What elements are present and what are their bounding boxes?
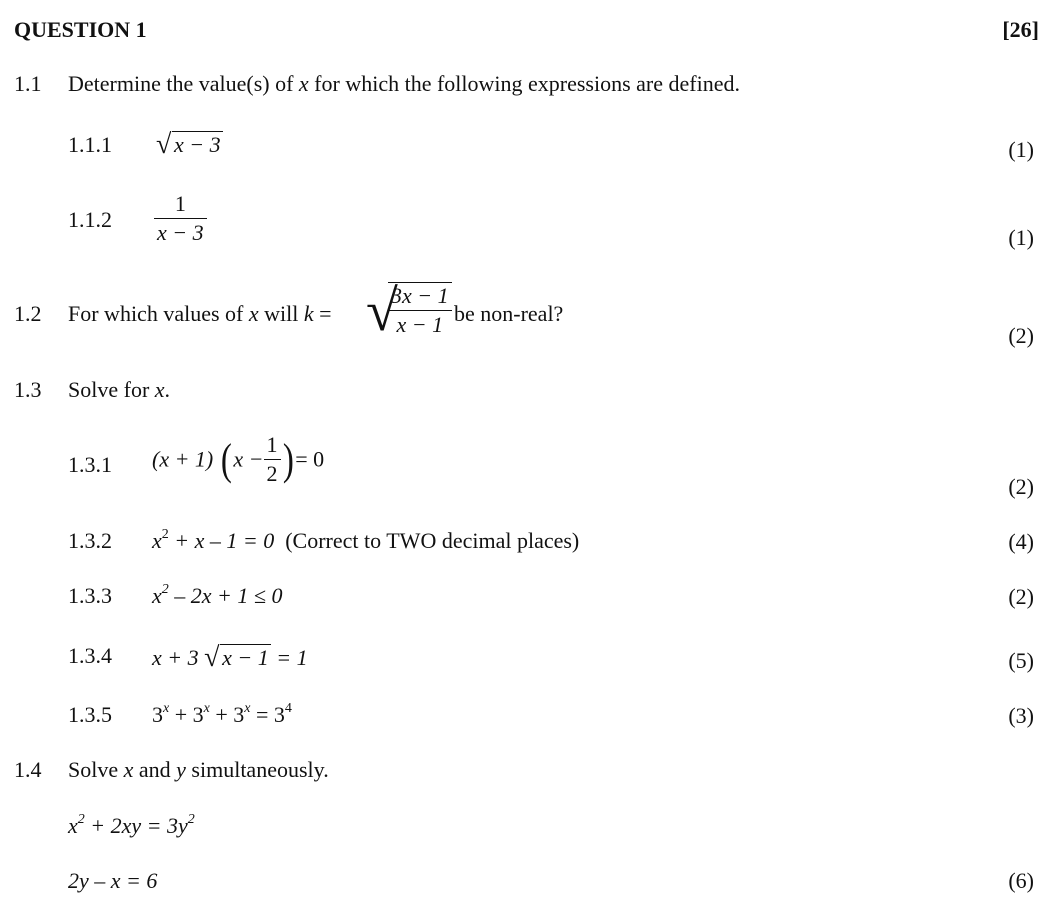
q1-1-2-expression: $\frac{1}{x - 3}$ xyxy=(154,193,207,244)
q1-3-2-marks: (4) xyxy=(1008,529,1034,554)
q1-1-2-number: 1.1.2 xyxy=(68,207,112,232)
q1-3-4-marks: (5) xyxy=(1008,648,1034,673)
q1-1-2-marks: (1) xyxy=(1008,225,1034,250)
q1-4-equation-1: $x^2 + 2xy = 3y^2$ xyxy=(68,812,195,838)
question-title: QUESTION 1 xyxy=(14,17,147,42)
q1-4-equation-2: 2y – x = 6 xyxy=(68,868,158,893)
q1-3-1-number: 1.3.1 xyxy=(68,452,112,477)
q1-1-text: Determine the value(s) of x for which the following expressions are defined. xyxy=(68,71,740,96)
q1-1-1-expression: √ x − 3 xyxy=(156,129,221,160)
question-total-marks: [26] xyxy=(1002,17,1039,42)
q1-3-2-number: 1.3.2 xyxy=(68,528,112,553)
q1-3-5-number: 1.3.5 xyxy=(68,702,112,727)
q1-2-expression: √ $\frac{3x - 1}{x - 1}$ xyxy=(366,282,452,336)
q1-1-1-marks: (1) xyxy=(1008,137,1034,162)
q1-1-number: 1.1 xyxy=(14,71,42,96)
q1-1-1-number: 1.1.1 xyxy=(68,132,112,157)
q1-3-3-expression: $x^2 - 2x + 1 \le 0$ xyxy=(152,582,283,608)
q1-3-2-expression: $x^2 + x - 1 = 0$ (Correct to TWO decimal places) xyxy=(152,527,580,553)
q1-3-1-expression: (x + 1) (x − $\frac{1}{2}$ )= 0 xyxy=(152,432,325,486)
q1-3-5-expression: $3^x + 3^x + 3^x = 3^4$ xyxy=(152,701,292,727)
q1-3-text: Solve for x. xyxy=(68,377,171,402)
q1-2-number: 1.2 xyxy=(14,301,42,326)
q1-3-1-marks: (2) xyxy=(1008,474,1034,499)
q1-4-text: Solve x and y simultaneously. xyxy=(68,757,329,782)
q1-3-5-marks: (3) xyxy=(1008,703,1034,728)
q1-2-text-post: be non-real? xyxy=(454,301,564,326)
q1-4-marks: (6) xyxy=(1008,868,1034,893)
q1-3-4-expression: x + 3 √ x − 1 = 1 xyxy=(152,642,308,673)
q1-3-4-number: 1.3.4 xyxy=(68,643,112,668)
q1-3-3-number: 1.3.3 xyxy=(68,583,112,608)
q1-3-3-marks: (2) xyxy=(1008,584,1034,609)
q1-2-marks: (2) xyxy=(1008,323,1034,348)
q1-3-number: 1.3 xyxy=(14,377,42,402)
q1-4-number: 1.4 xyxy=(14,757,42,782)
q1-2-text: For which values of x will k = xyxy=(68,301,332,326)
